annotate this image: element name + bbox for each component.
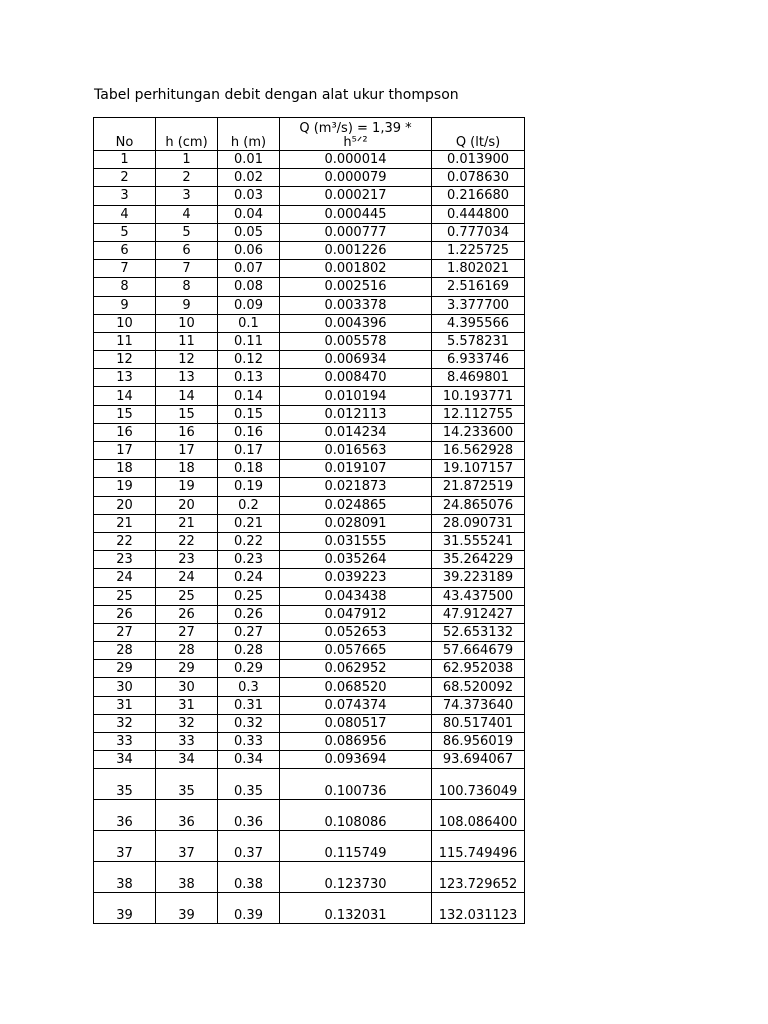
cell-h-m: 0.09 bbox=[218, 296, 280, 314]
cell-h-m: 0.01 bbox=[218, 151, 280, 169]
cell-h-m: 0.31 bbox=[218, 696, 280, 714]
cell-h-m: 0.27 bbox=[218, 623, 280, 641]
cell-q-lts: 28.090731 bbox=[432, 514, 525, 532]
table-row bbox=[94, 314, 525, 332]
cell-no: 34 bbox=[94, 751, 156, 769]
cell-no: 2 bbox=[94, 169, 156, 187]
cell-h-m: 0.15 bbox=[218, 405, 280, 423]
cell-q-m3s: 0.100736 bbox=[280, 769, 432, 800]
table-row bbox=[94, 587, 525, 605]
cell-h-m: 0.2 bbox=[218, 496, 280, 514]
cell-h-cm: 15 bbox=[156, 405, 218, 423]
cell-no: 3 bbox=[94, 187, 156, 205]
cell-q-m3s: 0.108086 bbox=[280, 800, 432, 831]
cell-h-cm: 25 bbox=[156, 587, 218, 605]
cell-q-m3s: 0.052653 bbox=[280, 623, 432, 641]
cell-q-m3s: 0.000079 bbox=[280, 169, 432, 187]
table-row bbox=[94, 442, 525, 460]
cell-q-m3s: 0.001226 bbox=[280, 241, 432, 259]
cell-h-cm: 14 bbox=[156, 387, 218, 405]
cell-no: 23 bbox=[94, 551, 156, 569]
cell-no: 35 bbox=[94, 769, 156, 800]
cell-h-cm: 17 bbox=[156, 442, 218, 460]
cell-q-lts: 0.216680 bbox=[432, 187, 525, 205]
cell-h-cm: 37 bbox=[156, 831, 218, 862]
cell-no: 30 bbox=[94, 678, 156, 696]
cell-h-cm: 3 bbox=[156, 187, 218, 205]
cell-no: 20 bbox=[94, 496, 156, 514]
table-row bbox=[94, 260, 525, 278]
cell-q-m3s: 0.062952 bbox=[280, 660, 432, 678]
cell-no: 21 bbox=[94, 514, 156, 532]
cell-q-m3s: 0.002516 bbox=[280, 278, 432, 296]
header-q-m3s-formula: Q (m³/s) = 1,39 * bbox=[299, 121, 412, 136]
cell-h-cm: 39 bbox=[156, 893, 218, 924]
cell-h-m: 0.17 bbox=[218, 442, 280, 460]
cell-no: 5 bbox=[94, 223, 156, 241]
cell-h-cm: 29 bbox=[156, 660, 218, 678]
cell-h-cm: 2 bbox=[156, 169, 218, 187]
cell-h-cm: 1 bbox=[156, 151, 218, 169]
cell-no: 14 bbox=[94, 387, 156, 405]
cell-q-m3s: 0.043438 bbox=[280, 587, 432, 605]
cell-h-cm: 30 bbox=[156, 678, 218, 696]
cell-h-cm: 32 bbox=[156, 714, 218, 732]
cell-no: 28 bbox=[94, 642, 156, 660]
cell-no: 17 bbox=[94, 442, 156, 460]
cell-h-m: 0.32 bbox=[218, 714, 280, 732]
cell-q-lts: 108.086400 bbox=[432, 800, 525, 831]
cell-h-cm: 6 bbox=[156, 241, 218, 259]
cell-q-lts: 86.956019 bbox=[432, 733, 525, 751]
cell-q-m3s: 0.000217 bbox=[280, 187, 432, 205]
cell-no: 8 bbox=[94, 278, 156, 296]
cell-q-m3s: 0.115749 bbox=[280, 831, 432, 862]
cell-h-cm: 16 bbox=[156, 423, 218, 441]
cell-no: 24 bbox=[94, 569, 156, 587]
cell-q-lts: 115.749496 bbox=[432, 831, 525, 862]
cell-h-cm: 13 bbox=[156, 369, 218, 387]
table-row bbox=[94, 169, 525, 187]
cell-h-cm: 21 bbox=[156, 514, 218, 532]
cell-q-m3s: 0.012113 bbox=[280, 405, 432, 423]
cell-h-cm: 5 bbox=[156, 223, 218, 241]
header-q-lts: Q (lt/s) bbox=[432, 118, 525, 151]
cell-q-lts: 80.517401 bbox=[432, 714, 525, 732]
cell-q-lts: 68.520092 bbox=[432, 678, 525, 696]
cell-q-m3s: 0.000777 bbox=[280, 223, 432, 241]
cell-q-m3s: 0.068520 bbox=[280, 678, 432, 696]
header-q-m3s bbox=[280, 118, 432, 151]
cell-q-lts: 52.653132 bbox=[432, 623, 525, 641]
cell-q-m3s: 0.014234 bbox=[280, 423, 432, 441]
table-row bbox=[94, 478, 525, 496]
cell-h-m: 0.25 bbox=[218, 587, 280, 605]
cell-no: 25 bbox=[94, 587, 156, 605]
cell-q-m3s: 0.001802 bbox=[280, 260, 432, 278]
cell-q-lts: 31.555241 bbox=[432, 532, 525, 550]
cell-q-m3s: 0.000445 bbox=[280, 205, 432, 223]
cell-h-m: 0.13 bbox=[218, 369, 280, 387]
cell-q-m3s: 0.006934 bbox=[280, 351, 432, 369]
cell-q-m3s: 0.010194 bbox=[280, 387, 432, 405]
cell-no: 6 bbox=[94, 241, 156, 259]
cell-q-lts: 14.233600 bbox=[432, 423, 525, 441]
discharge-table bbox=[93, 117, 525, 924]
cell-q-lts: 47.912427 bbox=[432, 605, 525, 623]
cell-h-m: 0.34 bbox=[218, 751, 280, 769]
cell-q-m3s: 0.005578 bbox=[280, 332, 432, 350]
table-row bbox=[94, 296, 525, 314]
table-row bbox=[94, 696, 525, 714]
table-row bbox=[94, 532, 525, 550]
cell-h-m: 0.36 bbox=[218, 800, 280, 831]
table-row bbox=[94, 751, 525, 769]
cell-no: 36 bbox=[94, 800, 156, 831]
cell-q-lts: 12.112755 bbox=[432, 405, 525, 423]
cell-h-m: 0.03 bbox=[218, 187, 280, 205]
cell-q-lts: 93.694067 bbox=[432, 751, 525, 769]
cell-q-m3s: 0.074374 bbox=[280, 696, 432, 714]
cell-q-m3s: 0.093694 bbox=[280, 751, 432, 769]
cell-h-cm: 35 bbox=[156, 769, 218, 800]
cell-h-m: 0.05 bbox=[218, 223, 280, 241]
cell-h-cm: 33 bbox=[156, 733, 218, 751]
cell-no: 15 bbox=[94, 405, 156, 423]
table-row bbox=[94, 660, 525, 678]
cell-q-m3s: 0.035264 bbox=[280, 551, 432, 569]
cell-q-lts: 24.865076 bbox=[432, 496, 525, 514]
cell-no: 10 bbox=[94, 314, 156, 332]
cell-h-m: 0.3 bbox=[218, 678, 280, 696]
cell-h-cm: 22 bbox=[156, 532, 218, 550]
cell-q-m3s: 0.021873 bbox=[280, 478, 432, 496]
cell-h-cm: 20 bbox=[156, 496, 218, 514]
table-row bbox=[94, 678, 525, 696]
cell-h-m: 0.08 bbox=[218, 278, 280, 296]
cell-no: 18 bbox=[94, 460, 156, 478]
cell-q-lts: 0.444800 bbox=[432, 205, 525, 223]
cell-q-lts: 39.223189 bbox=[432, 569, 525, 587]
cell-h-cm: 28 bbox=[156, 642, 218, 660]
cell-h-cm: 11 bbox=[156, 332, 218, 350]
cell-h-m: 0.04 bbox=[218, 205, 280, 223]
table-body bbox=[94, 151, 525, 924]
table-row bbox=[94, 151, 525, 169]
cell-h-m: 0.11 bbox=[218, 332, 280, 350]
cell-q-lts: 4.395566 bbox=[432, 314, 525, 332]
cell-no: 38 bbox=[94, 862, 156, 893]
cell-q-lts: 5.578231 bbox=[432, 332, 525, 350]
table-row bbox=[94, 714, 525, 732]
cell-h-cm: 7 bbox=[156, 260, 218, 278]
table-row bbox=[94, 223, 525, 241]
cell-no: 32 bbox=[94, 714, 156, 732]
cell-q-lts: 0.013900 bbox=[432, 151, 525, 169]
cell-h-m: 0.33 bbox=[218, 733, 280, 751]
cell-no: 31 bbox=[94, 696, 156, 714]
cell-h-m: 0.14 bbox=[218, 387, 280, 405]
cell-h-m: 0.38 bbox=[218, 862, 280, 893]
cell-q-lts: 35.264229 bbox=[432, 551, 525, 569]
cell-h-cm: 4 bbox=[156, 205, 218, 223]
cell-h-m: 0.37 bbox=[218, 831, 280, 862]
cell-h-m: 0.24 bbox=[218, 569, 280, 587]
cell-no: 37 bbox=[94, 831, 156, 862]
cell-q-lts: 1.225725 bbox=[432, 241, 525, 259]
cell-no: 16 bbox=[94, 423, 156, 441]
table-row bbox=[94, 332, 525, 350]
table-row bbox=[94, 605, 525, 623]
cell-no: 39 bbox=[94, 893, 156, 924]
table-row bbox=[94, 351, 525, 369]
cell-no: 19 bbox=[94, 478, 156, 496]
cell-q-m3s: 0.057665 bbox=[280, 642, 432, 660]
cell-h-m: 0.18 bbox=[218, 460, 280, 478]
cell-q-lts: 62.952038 bbox=[432, 660, 525, 678]
header-q-m3s-exponent: h⁵ᐟ² bbox=[343, 135, 368, 150]
header-row bbox=[94, 118, 525, 151]
cell-no: 33 bbox=[94, 733, 156, 751]
cell-no: 9 bbox=[94, 296, 156, 314]
cell-h-cm: 26 bbox=[156, 605, 218, 623]
cell-q-m3s: 0.008470 bbox=[280, 369, 432, 387]
header-h-m: h (m) bbox=[218, 118, 280, 151]
cell-no: 26 bbox=[94, 605, 156, 623]
cell-h-cm: 24 bbox=[156, 569, 218, 587]
cell-q-lts: 19.107157 bbox=[432, 460, 525, 478]
cell-h-m: 0.39 bbox=[218, 893, 280, 924]
cell-no: 13 bbox=[94, 369, 156, 387]
cell-h-cm: 10 bbox=[156, 314, 218, 332]
table-row bbox=[94, 423, 525, 441]
cell-h-m: 0.06 bbox=[218, 241, 280, 259]
table-row bbox=[94, 862, 525, 893]
cell-h-cm: 9 bbox=[156, 296, 218, 314]
cell-h-m: 0.16 bbox=[218, 423, 280, 441]
cell-h-cm: 34 bbox=[156, 751, 218, 769]
cell-no: 4 bbox=[94, 205, 156, 223]
table-row bbox=[94, 569, 525, 587]
cell-h-m: 0.28 bbox=[218, 642, 280, 660]
table-row bbox=[94, 769, 525, 800]
cell-q-lts: 132.031123 bbox=[432, 893, 525, 924]
cell-h-cm: 18 bbox=[156, 460, 218, 478]
table-row bbox=[94, 831, 525, 862]
table-row bbox=[94, 387, 525, 405]
table-row bbox=[94, 205, 525, 223]
cell-q-m3s: 0.039223 bbox=[280, 569, 432, 587]
cell-no: 12 bbox=[94, 351, 156, 369]
cell-q-m3s: 0.031555 bbox=[280, 532, 432, 550]
cell-h-m: 0.1 bbox=[218, 314, 280, 332]
table-row bbox=[94, 893, 525, 924]
cell-h-cm: 27 bbox=[156, 623, 218, 641]
cell-no: 22 bbox=[94, 532, 156, 550]
cell-q-m3s: 0.016563 bbox=[280, 442, 432, 460]
cell-q-lts: 0.777034 bbox=[432, 223, 525, 241]
table-row bbox=[94, 405, 525, 423]
cell-q-lts: 21.872519 bbox=[432, 478, 525, 496]
cell-q-m3s: 0.132031 bbox=[280, 893, 432, 924]
cell-no: 11 bbox=[94, 332, 156, 350]
header-h-cm: h (cm) bbox=[156, 118, 218, 151]
cell-q-m3s: 0.028091 bbox=[280, 514, 432, 532]
cell-q-lts: 16.562928 bbox=[432, 442, 525, 460]
header-no: No bbox=[94, 118, 156, 151]
cell-q-m3s: 0.004396 bbox=[280, 314, 432, 332]
cell-h-m: 0.29 bbox=[218, 660, 280, 678]
cell-q-lts: 0.078630 bbox=[432, 169, 525, 187]
cell-q-lts: 2.516169 bbox=[432, 278, 525, 296]
cell-q-m3s: 0.080517 bbox=[280, 714, 432, 732]
cell-h-cm: 23 bbox=[156, 551, 218, 569]
table-row bbox=[94, 496, 525, 514]
cell-q-lts: 74.373640 bbox=[432, 696, 525, 714]
cell-h-m: 0.35 bbox=[218, 769, 280, 800]
cell-h-m: 0.21 bbox=[218, 514, 280, 532]
cell-q-lts: 57.664679 bbox=[432, 642, 525, 660]
cell-q-m3s: 0.000014 bbox=[280, 151, 432, 169]
cell-q-lts: 6.933746 bbox=[432, 351, 525, 369]
cell-h-cm: 12 bbox=[156, 351, 218, 369]
table-row bbox=[94, 551, 525, 569]
cell-q-lts: 1.802021 bbox=[432, 260, 525, 278]
table-row bbox=[94, 460, 525, 478]
cell-h-m: 0.23 bbox=[218, 551, 280, 569]
cell-q-m3s: 0.003378 bbox=[280, 296, 432, 314]
cell-no: 1 bbox=[94, 151, 156, 169]
cell-q-m3s: 0.086956 bbox=[280, 733, 432, 751]
table-row bbox=[94, 623, 525, 641]
cell-h-cm: 8 bbox=[156, 278, 218, 296]
cell-no: 27 bbox=[94, 623, 156, 641]
cell-q-lts: 10.193771 bbox=[432, 387, 525, 405]
cell-no: 29 bbox=[94, 660, 156, 678]
cell-q-lts: 8.469801 bbox=[432, 369, 525, 387]
cell-h-m: 0.12 bbox=[218, 351, 280, 369]
cell-q-m3s: 0.019107 bbox=[280, 460, 432, 478]
cell-q-m3s: 0.024865 bbox=[280, 496, 432, 514]
table-caption: Tabel perhitungan debit dengan alat ukur thompson bbox=[94, 87, 459, 103]
cell-h-m: 0.22 bbox=[218, 532, 280, 550]
cell-q-lts: 123.729652 bbox=[432, 862, 525, 893]
cell-h-cm: 38 bbox=[156, 862, 218, 893]
table-row bbox=[94, 514, 525, 532]
cell-q-m3s: 0.123730 bbox=[280, 862, 432, 893]
table-row bbox=[94, 800, 525, 831]
cell-q-lts: 43.437500 bbox=[432, 587, 525, 605]
cell-q-lts: 100.736049 bbox=[432, 769, 525, 800]
cell-h-m: 0.19 bbox=[218, 478, 280, 496]
cell-no: 7 bbox=[94, 260, 156, 278]
cell-h-cm: 31 bbox=[156, 696, 218, 714]
cell-h-cm: 19 bbox=[156, 478, 218, 496]
table-row bbox=[94, 733, 525, 751]
cell-h-cm: 36 bbox=[156, 800, 218, 831]
table-row bbox=[94, 278, 525, 296]
cell-q-lts: 3.377700 bbox=[432, 296, 525, 314]
table-row bbox=[94, 642, 525, 660]
cell-h-m: 0.26 bbox=[218, 605, 280, 623]
table-row bbox=[94, 241, 525, 259]
cell-h-m: 0.07 bbox=[218, 260, 280, 278]
cell-q-m3s: 0.047912 bbox=[280, 605, 432, 623]
table-row bbox=[94, 187, 525, 205]
table-row bbox=[94, 369, 525, 387]
cell-h-m: 0.02 bbox=[218, 169, 280, 187]
